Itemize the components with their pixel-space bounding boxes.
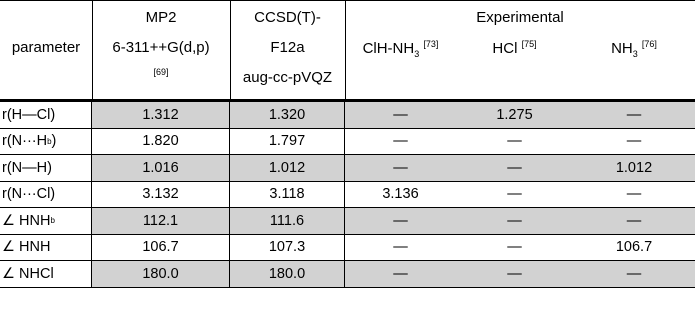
- mp2-value: 106.7: [92, 235, 230, 261]
- header-exp-nh3-sub: 3: [632, 49, 638, 59]
- parameter-subscript: b: [50, 216, 55, 226]
- exp-hcl-value: —: [456, 155, 573, 181]
- header-exp-clhnh3-sub: 3: [414, 49, 420, 59]
- parameter-cell: [0, 182, 92, 208]
- header-exp-hcl-base: HCl: [492, 40, 518, 57]
- exp-hcl-value: —: [456, 261, 573, 287]
- parameter-cell: [0, 261, 92, 287]
- mp2-value: 3.132: [92, 182, 230, 208]
- mp2-value: 180.0: [92, 261, 230, 287]
- parameter-cell: [0, 208, 92, 234]
- header-exp-hcl: [456, 39, 573, 57]
- exp-nh3-value: 106.7: [615, 239, 653, 256]
- parameter-subscript: b: [47, 136, 52, 146]
- table-row: [0, 155, 695, 182]
- exp-nh3-value: —: [573, 261, 695, 287]
- ccsd-value: 1.012: [230, 155, 345, 181]
- header-ccsd-basis: aug-cc-pVQZ: [242, 69, 333, 86]
- table-header: [0, 0, 695, 101]
- table-row: [0, 208, 695, 235]
- header-exp-nh3: [573, 39, 695, 59]
- parameter-label: r(N···Cl): [2, 186, 56, 203]
- mp2-value: 1.820: [92, 129, 230, 155]
- ccsd-value: 3.118: [230, 182, 345, 208]
- header-exp-nh3-ref: [76]: [641, 39, 657, 49]
- exp-nh3-value: —: [626, 133, 642, 150]
- exp-hcl-value: —: [507, 239, 522, 256]
- header-exp-nh3-base: NH: [611, 40, 633, 57]
- ccsd-value: 1.797: [230, 129, 345, 155]
- exp-hcl-value: —: [507, 186, 522, 203]
- header-exp-clhnh3: [345, 39, 456, 59]
- exp-clhnh3-value: 3.136: [382, 186, 419, 203]
- table-row: [0, 235, 695, 262]
- parameter-label: ∠ HNH: [2, 212, 51, 229]
- exp-hcl-value: —: [456, 208, 573, 234]
- parameter-cell: [0, 102, 92, 128]
- table-row: [0, 261, 695, 288]
- exp-clhnh3-value: —: [345, 155, 456, 181]
- mp2-value: 112.1: [92, 208, 230, 234]
- parameter-cell: [0, 235, 92, 261]
- parameter-tail: ): [51, 133, 57, 150]
- ccsd-value: 107.3: [230, 235, 345, 261]
- ccsd-value: 1.320: [230, 102, 345, 128]
- mp2-value: 1.312: [92, 102, 230, 128]
- header-parameter: parameter: [11, 39, 81, 56]
- header-mp2-method: MP2: [145, 9, 177, 26]
- parameter-cell: [0, 129, 92, 155]
- exp-hcl-value: 1.275: [456, 102, 573, 128]
- exp-clhnh3-value: —: [345, 208, 456, 234]
- parameter-label: r(N···H: [2, 133, 48, 150]
- exp-nh3-value: —: [626, 186, 642, 203]
- exp-clhnh3-value: —: [345, 102, 456, 128]
- exp-nh3-value: —: [573, 102, 695, 128]
- header-ccsd-f12a: F12a: [270, 39, 305, 56]
- mp2-value: 1.016: [92, 155, 230, 181]
- parameter-label: ∠ HNH: [2, 239, 51, 256]
- exp-clhnh3-value: —: [393, 239, 408, 256]
- header-exp-clhnh3-base: ClH-NH: [362, 40, 415, 57]
- header-exp-clhnh3-ref: [73]: [423, 39, 439, 49]
- exp-hcl-value: —: [507, 133, 522, 150]
- table-row: [0, 102, 695, 129]
- table-row: [0, 182, 695, 209]
- table-row: [0, 129, 695, 156]
- header-experimental: Experimental: [476, 9, 564, 26]
- header-mp2-ref: [69]: [153, 67, 169, 77]
- table-body: [0, 102, 695, 288]
- header-exp-hcl-ref: [75]: [521, 39, 537, 49]
- header-mp2-basis: 6-311++G(d,p): [112, 39, 210, 56]
- header-ccsd-method: CCSD(T)-: [254, 9, 321, 26]
- ccsd-value: 111.6: [230, 208, 345, 234]
- parameter-cell: [0, 155, 92, 181]
- exp-clhnh3-value: —: [345, 261, 456, 287]
- exp-clhnh3-value: —: [393, 133, 408, 150]
- parameter-label: ∠ NHCl: [2, 265, 54, 282]
- exp-nh3-value: 1.012: [573, 155, 695, 181]
- parameter-label: r(N—H): [2, 159, 52, 176]
- ccsd-value: 180.0: [230, 261, 345, 287]
- parameter-label: r(H—Cl): [2, 106, 56, 123]
- exp-nh3-value: —: [573, 208, 695, 234]
